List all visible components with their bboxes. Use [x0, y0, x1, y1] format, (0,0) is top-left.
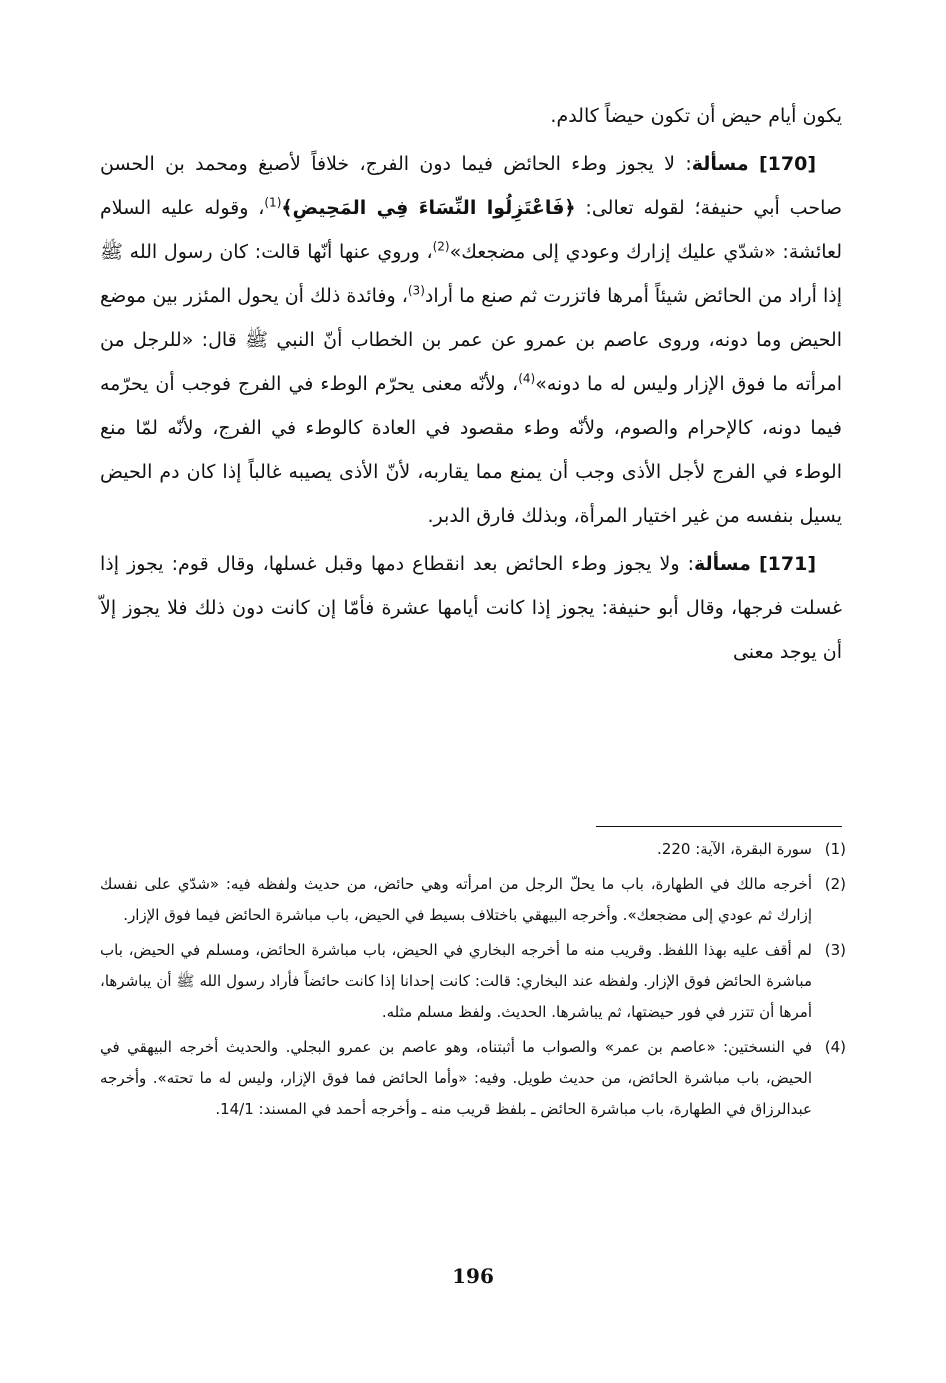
masala-text: : لا يجوز وطء الحائض فيما دون الفرج، خلافاً لأصبغ ومحمد بن الحسن صاحب أبي حنيفة؛ لقوله تعالى:	[100, 153, 842, 219]
footnote-number: (4)	[824, 1038, 846, 1056]
opening-line: يكون أيام حيض أن تكون حيضاً كالدم.	[550, 105, 842, 127]
masala-label: مسألة	[691, 153, 749, 175]
footnote-ref-1: (1)	[264, 195, 282, 210]
quran-verse: ﴿فَاعْتَزِلُوا النِّسَاءَ فِي المَحِيضِ﴾	[281, 197, 576, 219]
footnote-divider	[596, 826, 842, 827]
masala-text: ، وروي عنها أنّها قالت: كان رسول الله ﷺ إذا أراد من الحائض شيئاً أمرها فاتزرت ثم صنع ما أراد	[100, 241, 842, 307]
footnote-ref-3: (3)	[407, 283, 425, 298]
main-text	[100, 94, 842, 674]
masala-text: ، وقوله عليه السلام لعائشة: «شدّي عليك إزارك وعودي إلى مضجعك»	[100, 197, 842, 263]
footnote-number: (3)	[824, 941, 846, 959]
footnote-ref-4: (4)	[518, 371, 536, 386]
masala-170	[100, 142, 842, 538]
masala-number: [171]	[758, 553, 816, 575]
footnotes	[100, 834, 846, 1129]
masala-text: ، وفائدة ذلك أن يحول المئزر بين موضع الحيض وما دونه، وروى عاصم بن عمرو عن عمر بن الخطاب أنّ النبي ﷺ قال: «للرجل من امرأته ما فوق الإزار وليس له ما دونه»	[100, 285, 842, 395]
footnote-item	[100, 834, 846, 865]
footnote-item	[100, 935, 846, 1028]
footnote-number: (1)	[824, 840, 846, 858]
masala-171	[100, 542, 842, 674]
footnote-text: لم أقف عليه بهذا اللفظ. وقريب منه ما أخرجه البخاري في الحيض، باب مباشرة الحائض، ومسلم في الحيض، باب مباشرة الحائض فوق الإزار. ولفظه عند البخاري: قالت: كانت إحدانا إذا كانت حائضاً فأراد رسول الله ﷺ أن يباشرها، أمرها أن تتزر في فور حيضتها، ثم يباشرها. الحديث. ولفظ مسلم مثله.	[100, 941, 812, 1021]
masala-text: : ولا يجوز وطء الحائض بعد انقطاع دمها وقبل غسلها، وقال قوم: يجوز إذا غسلت فرجها، وقال أبو حنيفة: يجوز إذا كانت أيامها عشرة فأمّا إن كانت دون ذلك فلا يجوز إلاّ أن يوجد معنى	[100, 553, 842, 663]
footnote-item	[100, 869, 846, 931]
masala-label: مسألة	[694, 553, 751, 575]
footnote-text: سورة البقرة، الآية: 220.	[657, 840, 812, 858]
footnote-text: أخرجه مالك في الطهارة، باب ما يحلّ الرجل من امرأته وهي حائض، من حديث ولفظه فيه: «شدّي على نفسك إزارك ثم عودي إلى مضجعك». وأخرجه البيهقي باختلاف بسيط في الحيض، باب مباشرة الحائض فيما فوق الإزار.	[100, 875, 812, 924]
footnote-number: (2)	[824, 875, 846, 893]
footnote-item	[100, 1032, 846, 1125]
footnote-ref-2: (2)	[432, 239, 450, 254]
masala-number: [170]	[758, 153, 817, 175]
masala-text: ، ولأنّه معنى يحرّم الوطء في الفرج فوجب أن يحرّمه فيما دونه، كالإحرام والصوم، ولأنّه وطء مقصود في العادة كالوطء في الفرج، ولأنّه لمّا منع الوطء في الفرج لأجل الأذى وجب أن يمنع مما يقاربه، لأنّ الأذى يصيبه غالباً إذا كان دم الحيض يسيل بنفسه من غير اختيار المرأة، وبذلك فارق الدبر.	[100, 373, 842, 527]
footnote-text: في النسختين: «عاصم بن عمر» والصواب ما أثبتناه، وهو عاصم بن عمرو البجلي. والحديث أخرجه البيهقي في الحيض، باب مباشرة الحائض، من حديث طويل. وفيه: «وأما الحائض فما فوق الإزار، وليس له ما تحته». وأخرجه عبدالرزاق في الطهارة، باب مباشرة الحائض ـ بلفظ قريب منه ـ وأخرجه أحمد في المسند: 14/1.	[100, 1038, 812, 1118]
page-number: 196	[452, 1264, 494, 1288]
